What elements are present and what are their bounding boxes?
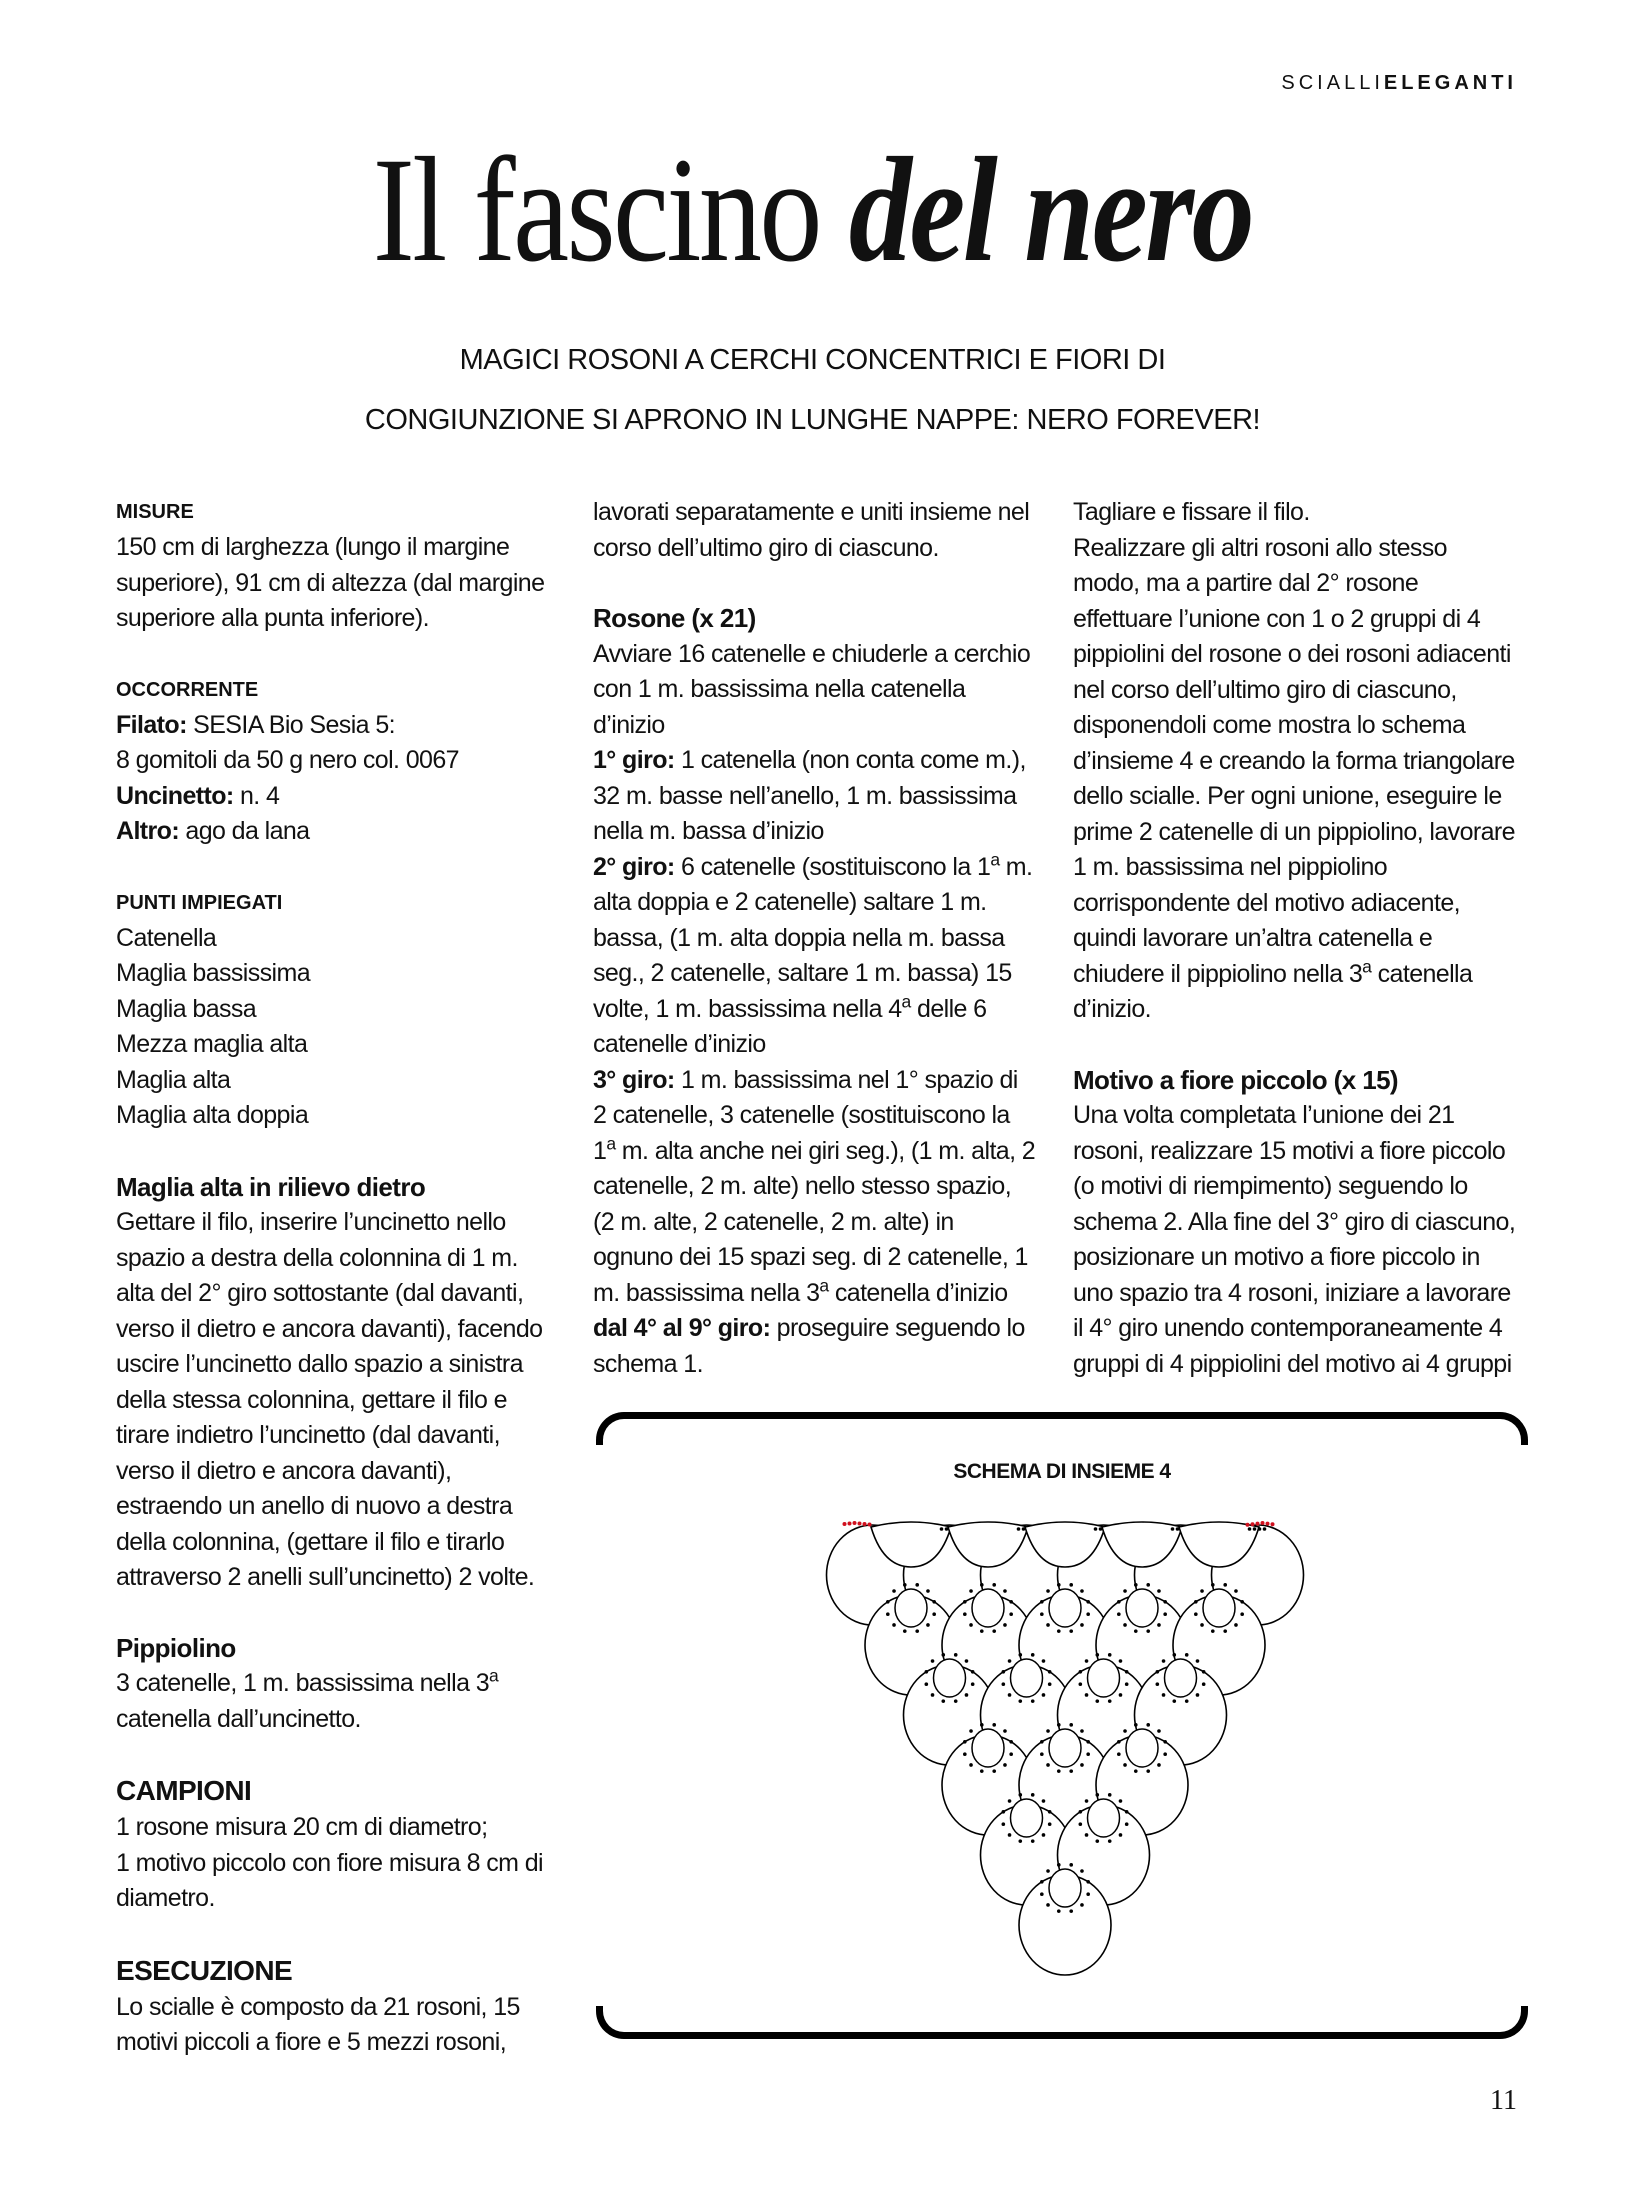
joining-picot-dot [992,1723,996,1727]
joining-picot-dot [980,1629,984,1633]
punto-item: Maglia alta [116,1065,231,1094]
subtitle-line-2: CONGIUNZIONE SI APRONO IN LUNGHE NAPPE: NERO FOREVER! [364,404,1261,436]
joining-picot-dot [1057,1909,1061,1913]
column-1 [116,495,560,2061]
joining-picot-dot [1157,1729,1161,1733]
joining-picot-dot [954,1699,958,1703]
joining-picot-dot [932,1600,936,1604]
joining-picot-dot [969,1729,973,1733]
edge-dot [868,1523,872,1527]
joining-picot-dot [1002,1670,1006,1674]
superscript: a [901,990,911,1011]
joining-picot-dot [1080,1623,1084,1627]
joining-picot-dot [1086,1892,1090,1896]
joining-picot-dot [1003,1623,1007,1627]
joining-picot-dot [1156,1670,1160,1674]
motivo-text: Una volta completata l’unione dei 21 rosoni, realizzare 15 motivi a fiore piccolo (o motivi di riempimento) seguendo lo schema 2. Alla fine del 3° giro di ciascuno, posizionare un motivo a fiore piccolo in uno spazio tra 4 rosoni, iniziare a lavorare il 4° giro unendo contemporaneamente 4 gruppi di 4 pippiolini del motivo ai 4 gruppi [1073,1101,1516,1378]
joining-picot-dot [1042,1659,1046,1663]
joining-picot-dot [965,1659,969,1663]
joining-picot-dot [1119,1693,1123,1697]
joining-picot-dot [1196,1693,1200,1697]
joining-picot-dot [963,1752,967,1756]
joining-picot-dot [1123,1589,1127,1593]
joining-picot-dot [1163,1612,1167,1616]
diagram-frame-top [596,1412,1528,1445]
page-title [130,120,1495,300]
joining-picot-dot [941,1699,945,1703]
giro-1 [593,743,1037,850]
joining-picot-dot [1040,1880,1044,1884]
joining-picot-dot [1108,1793,1112,1797]
joining-picot-dot [1046,1869,1050,1873]
joining-picot-dot [963,1740,967,1744]
small-flower-motif [1049,1869,1081,1907]
joining-picot-dot [1086,1600,1090,1604]
schema-title: SCHEMA DI INSIEME 4 [953,1460,1171,1483]
punto-item: Maglia bassa [116,994,257,1023]
small-flower-motif [934,1659,966,1697]
edge-dot [1251,1522,1255,1526]
uncinetto-label: Uncinetto: [116,781,234,810]
joining-picot-dot [1194,1600,1198,1604]
small-flower-motif [1165,1659,1197,1697]
column-3 [1073,495,1517,1382]
joining-picot-dot [915,1629,919,1633]
joining-picot-dot [1157,1763,1161,1767]
joining-picot-dot [926,1623,930,1627]
joining-picot-dot [1046,1589,1050,1593]
joining-picot-dot [1157,1623,1161,1627]
joining-picot-dot [1200,1589,1204,1593]
joining-picot-dot [1146,1629,1150,1633]
joining-picot-dot [1057,1629,1061,1633]
joining-picot-dot [915,1583,919,1587]
joining-picot-dot [969,1623,973,1627]
heading-misure: MISURE [116,501,194,523]
giro-3 [593,1063,1037,1312]
joining-picot-dot [1253,1527,1257,1531]
altro-line [116,814,560,850]
joining-picot-dot [980,1723,984,1727]
giro-2-text-b: m. alta doppia e 2 catenelle) saltare 1 m. bassa, (1 m. alta doppia nella m. bassa seg., 2 catenelle, saltare 1 m. bassa) 15 volte, 1 m. bassissima nella 4 [593,852,1033,1023]
joining-picot-dot [971,1670,975,1674]
joining-picot-dot [969,1763,973,1767]
page-number: 11 [1490,2085,1517,2116]
giro-2-label: 2° giro: [593,852,675,881]
joining-picot-dot [1057,1769,1061,1773]
joining-picot-dot [1258,1527,1262,1531]
heading-campioni: CAMPIONI [116,1775,252,1806]
joining-picot-dot [1134,1583,1138,1587]
joining-picot-dot [1009,1740,1013,1744]
small-flower-motif [972,1729,1004,1767]
filato-value: SESIA Bio Sesia 5: [186,710,395,739]
giro-3-text-b: m. alta anche nei giri seg.), (1 m. alta, 2 catenelle, 2 m. alte) nello stesso spazio, (2 m. alte, 2 catenelle, 2 m. alte) in ognuno dei 15 spazi seg. di 2 catenelle, 1 m. bassissima nella 3 [593,1136,1036,1307]
joining-picot-dot [1046,1729,1050,1733]
filato-line [116,708,560,744]
joining-picot-dot [963,1612,967,1616]
edge-dot [1271,1522,1275,1526]
giro-1-label: 1° giro: [593,746,675,774]
joining-picot-dot [1046,1903,1050,1907]
joining-picot-dot [1017,1527,1021,1531]
joining-picot-dot [1146,1723,1150,1727]
heading-rilievo: Maglia alta in rilievo dietro [116,1171,426,1202]
joining-picot-dot [1095,1793,1099,1797]
joining-picot-dot [1069,1909,1073,1913]
joining-picot-dot [1080,1729,1084,1733]
joining-picot-dot [1009,1612,1013,1616]
subtitle [0,330,1625,450]
superscript: a [990,848,1000,869]
section-tag-light: SCIALLI [1281,72,1384,94]
joining-picot-dot [931,1693,935,1697]
joining-picot-dot [1069,1723,1073,1727]
campioni-line-1: 1 rosone misura 20 cm di diametro; [116,1813,488,1841]
giro-3-label: 3° giro: [593,1065,675,1094]
joining-picot-dot [1018,1699,1022,1703]
joining-picot-dot [1172,1699,1176,1703]
joining-picot-dot [1134,1769,1138,1773]
cut-thread-text: Tagliare e fissare il filo. [1073,498,1310,526]
heading-punti: PUNTI IMPIEGATI [116,891,283,914]
edge-dot [863,1522,867,1526]
joining-picot-dot [1117,1600,1121,1604]
joining-picot-dot [925,1670,929,1674]
joining-picot-dot [963,1600,967,1604]
joining-picot-dot [1031,1839,1035,1843]
joining-picot-dot [1123,1729,1127,1733]
uncinetto-line [116,779,560,815]
joining-picot-dot [1163,1752,1167,1756]
rilievo-text: Gettare il filo, inserire l’uncinetto nello spazio a destra della colonnina di 1 m. alta del 2° giro sottostante (dal davanti, verso il dietro e ancora davanti), facendo uscire l’uncinetto dallo spazio a sinistra della stessa colonnina, gettare il filo e tirare indietro l’uncinetto (dal davanti, verso il dietro e ancora davanti), estraendo un anello di nuovo a destra della colonnina, (gettare il filo e tirarlo attraverso 2 anelli sull’uncinetto) 2 volte. [116,1208,543,1591]
joining-picot-dot [1048,1810,1052,1814]
joining-picot-dot [1194,1612,1198,1616]
section-tag [1281,72,1517,95]
joining-picot-dot [925,1682,929,1686]
joining-picot-dot [1040,1892,1044,1896]
small-flower-motif [1049,1729,1081,1767]
heading-motivo: Motivo a fiore piccolo (x 15) [1073,1064,1398,1095]
giro-2-text-a: 6 catenelle (sostituiscono la 1 [674,852,991,881]
joining-picot-dot [1085,1693,1089,1697]
joining-picot-dot [971,1682,975,1686]
punto-item: Catenella [116,923,217,952]
joining-picot-dot [1157,1589,1161,1593]
joining-picot-dot [1094,1527,1098,1531]
joining-picot-dot [1080,1903,1084,1907]
joining-picot-dot [1119,1659,1123,1663]
joining-picot-dot [1162,1693,1166,1697]
joining-picot-dot [1156,1682,1160,1686]
joining-picot-dot [992,1769,996,1773]
schema-diagram [600,1490,1530,2000]
joining-picot-dot [969,1589,973,1593]
edge-dot [1261,1521,1265,1525]
small-flower-motif [1126,1729,1158,1767]
altro-label: Altro: [116,817,180,845]
joining-picot-dot [1080,1869,1084,1873]
joining-picot-dot [1031,1699,1035,1703]
joining-picot-dot [1069,1583,1073,1587]
joining-picot-dot [1069,1769,1073,1773]
joining-picot-dot [1040,1740,1044,1744]
joining-picot-dot [1002,1822,1006,1826]
heading-pippiolino: Pippiolino [116,1632,236,1663]
joining-picot-dot [1031,1793,1035,1797]
joining-picot-dot [1125,1670,1129,1674]
subtitle-line-1: MAGICI ROSONI A CERCHI CONCENTRICI E FIORI DI [459,344,1166,376]
joining-picot-dot [1163,1740,1167,1744]
joining-picot-dot [932,1612,936,1616]
joining-picot-dot [1117,1612,1121,1616]
superscript: a [819,1274,829,1295]
column-2 [593,495,1037,1382]
giro-2 [593,850,1037,1063]
join-text-b: catenella d’inizio. [1073,959,1473,1023]
joining-picot-dot [1040,1612,1044,1616]
joining-picot-dot [1123,1763,1127,1767]
joining-picot-dot [1223,1629,1227,1633]
joining-picot-dot [1108,1653,1112,1657]
joining-picot-dot [1117,1752,1121,1756]
superscript: a [606,1132,616,1153]
giro-4-9-text: proseguire seguendo lo schema 1. [593,1314,1025,1378]
joining-picot-dot [1008,1659,1012,1663]
esecuzione-text: Lo scialle è composto da 21 rosoni, 15 motivi piccoli a fiore e 5 mezzi rosoni, [116,1992,520,2056]
joining-picot-dot [954,1653,958,1657]
edge-dot [843,1522,847,1526]
joining-picot-dot [1002,1682,1006,1686]
joining-picot-dot [1248,1527,1252,1531]
joining-picot-dot [1003,1729,1007,1733]
joining-picot-dot [1095,1839,1099,1843]
small-flower-motif [895,1589,927,1627]
filato-detail: 8 gomitoli da 50 g nero col. 0067 [116,746,459,774]
small-flower-motif [1088,1799,1120,1837]
joining-picot-dot [1057,1583,1061,1587]
pippiolino-text-b: catenella dall’uncinetto. [116,1704,361,1733]
filato-label: Filato: [116,710,187,739]
joining-picot-dot [1202,1670,1206,1674]
small-flower-motif [1126,1589,1158,1627]
rosone-text: Avviare 16 catenelle e chiuderle a cerchio con 1 m. bassissima nella catenella d’inizio [593,639,1031,739]
intro-text: lavorati separatamente e uniti insieme nel corso dell’ultimo giro di ciascuno. [593,498,1030,562]
joining-picot-dot [1042,1833,1046,1837]
campioni-line-2: 1 motivo piccolo con fiore misura 8 cm di diametro. [116,1848,543,1912]
small-flower-motif [1049,1589,1081,1627]
joining-picot-dot [1031,1653,1035,1657]
joining-picot-dot [1009,1752,1013,1756]
giro-3-text-a: 1 m. bassissima nel 1° spazio di 2 catenelle, 3 catenelle (sostituiscono la 1 [593,1065,1018,1165]
joining-picot-dot [1046,1623,1050,1627]
giro-2-text-c: delle 6 catenelle d’inizio [593,994,987,1058]
joining-picot-dot [1080,1589,1084,1593]
superscript: a [1362,955,1372,976]
joining-picot-dot [1046,1763,1050,1767]
small-flower-motif [1011,1659,1043,1697]
joining-picot-dot [1018,1653,1022,1657]
joining-picot-dot [1018,1793,1022,1797]
joining-picot-dot [1162,1659,1166,1663]
joining-picot-dot [886,1612,890,1616]
joining-picot-dot [1202,1682,1206,1686]
joining-picot-dot [1002,1810,1006,1814]
joining-picot-dot [1240,1612,1244,1616]
section-tag-bold: ELEGANTI [1383,72,1517,94]
joining-picot-dot [1125,1682,1129,1686]
title-roman: Il fascino [372,127,849,293]
joining-picot-dot [1234,1623,1238,1627]
joining-picot-dot [965,1693,969,1697]
joining-picot-dot [1108,1839,1112,1843]
joining-picot-dot [1040,1600,1044,1604]
joining-picot-dot [940,1527,944,1531]
joining-picot-dot [1134,1723,1138,1727]
joining-picot-dot [1119,1833,1123,1837]
join-text [1073,531,1517,1028]
title-italic: del nero [848,127,1253,293]
edge-dot [858,1522,862,1526]
joining-picot-dot [931,1659,935,1663]
joining-picot-dot [980,1769,984,1773]
joining-picot-dot [1234,1589,1238,1593]
joining-picot-dot [1080,1763,1084,1767]
heading-occorrente: OCCORRENTE [116,678,259,701]
joining-picot-dot [1185,1699,1189,1703]
joining-picot-dot [1125,1810,1129,1814]
edge-dot [1246,1523,1250,1527]
joining-picot-dot [1119,1799,1123,1803]
joining-picot-dot [1048,1822,1052,1826]
joining-picot-dot [1009,1600,1013,1604]
joining-picot-dot [1200,1623,1204,1627]
joining-picot-dot [1085,1659,1089,1663]
heading-esecuzione: ESECUZIONE [116,1954,293,1986]
superscript: a [489,1665,499,1686]
joining-picot-dot [1042,1799,1046,1803]
joining-picot-dot [1048,1670,1052,1674]
joining-picot-dot [892,1589,896,1593]
joining-picot-dot [1008,1833,1012,1837]
uncinetto-value: n. 4 [233,781,280,810]
joining-picot-dot [1134,1629,1138,1633]
join-text-a: Realizzare gli altri rosoni allo stesso modo, ma a partire dal 2° rosone effettuare l’unione con 1 o 2 gruppi di 4 pippiolini del rosone o dei rosoni adiacenti nel corso dell’ultimo giro di ciascuno, disponendoli come mostra lo schema d’insieme 4 e creando la forma triangolare dello scialle. Per ogni unione, eseguire le prime 2 catenelle di un pippiolino, lavorare 1 m. bassissima nel pippiolino corrispondente del motivo adiacente, quindi lavorare un’altra catenella e chiudere il pippiolino nella 3 [1073,533,1515,988]
joining-picot-dot [1042,1693,1046,1697]
joining-picot-dot [1079,1822,1083,1826]
joining-picot-dot [1086,1880,1090,1884]
joining-picot-dot [1040,1752,1044,1756]
joining-picot-dot [1003,1763,1007,1767]
joining-picot-dot [1108,1699,1112,1703]
joining-picot-dot [1146,1769,1150,1773]
small-flower-motif [1011,1799,1043,1837]
giro-4-9 [593,1311,1037,1382]
joining-picot-dot [1057,1863,1061,1867]
joining-picot-dot [1211,1583,1215,1587]
joining-picot-dot [1008,1799,1012,1803]
punto-item: Maglia bassissima [116,959,311,987]
giro-1-text: 1 catenella (non conta come m.), 32 m. basse nell’anello, 1 m. bassissima nella m. bassa d’inizio [593,746,1026,845]
joining-picot-dot [1048,1682,1052,1686]
edge-dot [1266,1522,1270,1526]
altro-value: ago da lana [179,817,310,845]
joining-picot-dot [1171,1527,1175,1531]
small-flower-motif [1203,1589,1235,1627]
edge-dot [1256,1522,1260,1526]
joining-picot-dot [1018,1839,1022,1843]
joining-picot-dot [1069,1629,1073,1633]
joining-picot-dot [992,1583,996,1587]
pippiolino-text [116,1666,560,1737]
joining-picot-dot [903,1629,907,1633]
joining-picot-dot [1086,1752,1090,1756]
joining-picot-dot [992,1629,996,1633]
joining-picot-dot [1057,1723,1061,1727]
joining-picot-dot [1196,1659,1200,1663]
joining-picot-dot [903,1583,907,1587]
punto-item: Mezza maglia alta [116,1030,308,1058]
joining-picot-dot [892,1623,896,1627]
small-flower-motif [1088,1659,1120,1697]
joining-picot-dot [1086,1612,1090,1616]
joining-picot-dot [1079,1810,1083,1814]
joining-picot-dot [1263,1527,1267,1531]
pippiolino-text-a: 3 catenelle, 1 m. bassissima nella 3 [116,1669,490,1697]
punto-item: Maglia alta doppia [116,1101,309,1129]
joining-picot-dot [1117,1740,1121,1744]
joining-picot-dot [886,1600,890,1604]
edge-dot [853,1521,857,1525]
joining-picot-dot [1123,1623,1127,1627]
joining-picot-dot [1172,1653,1176,1657]
joining-picot-dot [926,1589,930,1593]
joining-picot-dot [1125,1822,1129,1826]
joining-picot-dot [1095,1699,1099,1703]
joining-picot-dot [1185,1653,1189,1657]
joining-picot-dot [1079,1682,1083,1686]
joining-picot-dot [980,1583,984,1587]
giro-4-9-label: dal 4° al 9° giro: [593,1314,771,1342]
joining-picot-dot [1211,1629,1215,1633]
giro-3-text-c: catenella d’inizio [828,1278,1008,1307]
edge-dot [848,1522,852,1526]
joining-picot-dot [1069,1863,1073,1867]
joining-picot-dot [1003,1589,1007,1593]
heading-rosone: Rosone (x 21) [593,603,756,633]
joining-picot-dot [1079,1670,1083,1674]
small-flower-motif [972,1589,1004,1627]
joining-picot-dot [1085,1833,1089,1837]
joining-picot-dot [1223,1583,1227,1587]
joining-picot-dot [1095,1653,1099,1657]
misure-text: 150 cm di larghezza (lungo il margine superiore), 91 cm di altezza (dal margine superiore alla punta inferiore). [116,533,545,632]
joining-picot-dot [1086,1740,1090,1744]
joining-picot-dot [1240,1600,1244,1604]
joining-picot-dot [1085,1799,1089,1803]
joining-picot-dot [1146,1583,1150,1587]
joining-picot-dot [1163,1600,1167,1604]
diagram-frame-bottom [596,2006,1528,2039]
joining-picot-dot [941,1653,945,1657]
joining-picot-dot [1008,1693,1012,1697]
